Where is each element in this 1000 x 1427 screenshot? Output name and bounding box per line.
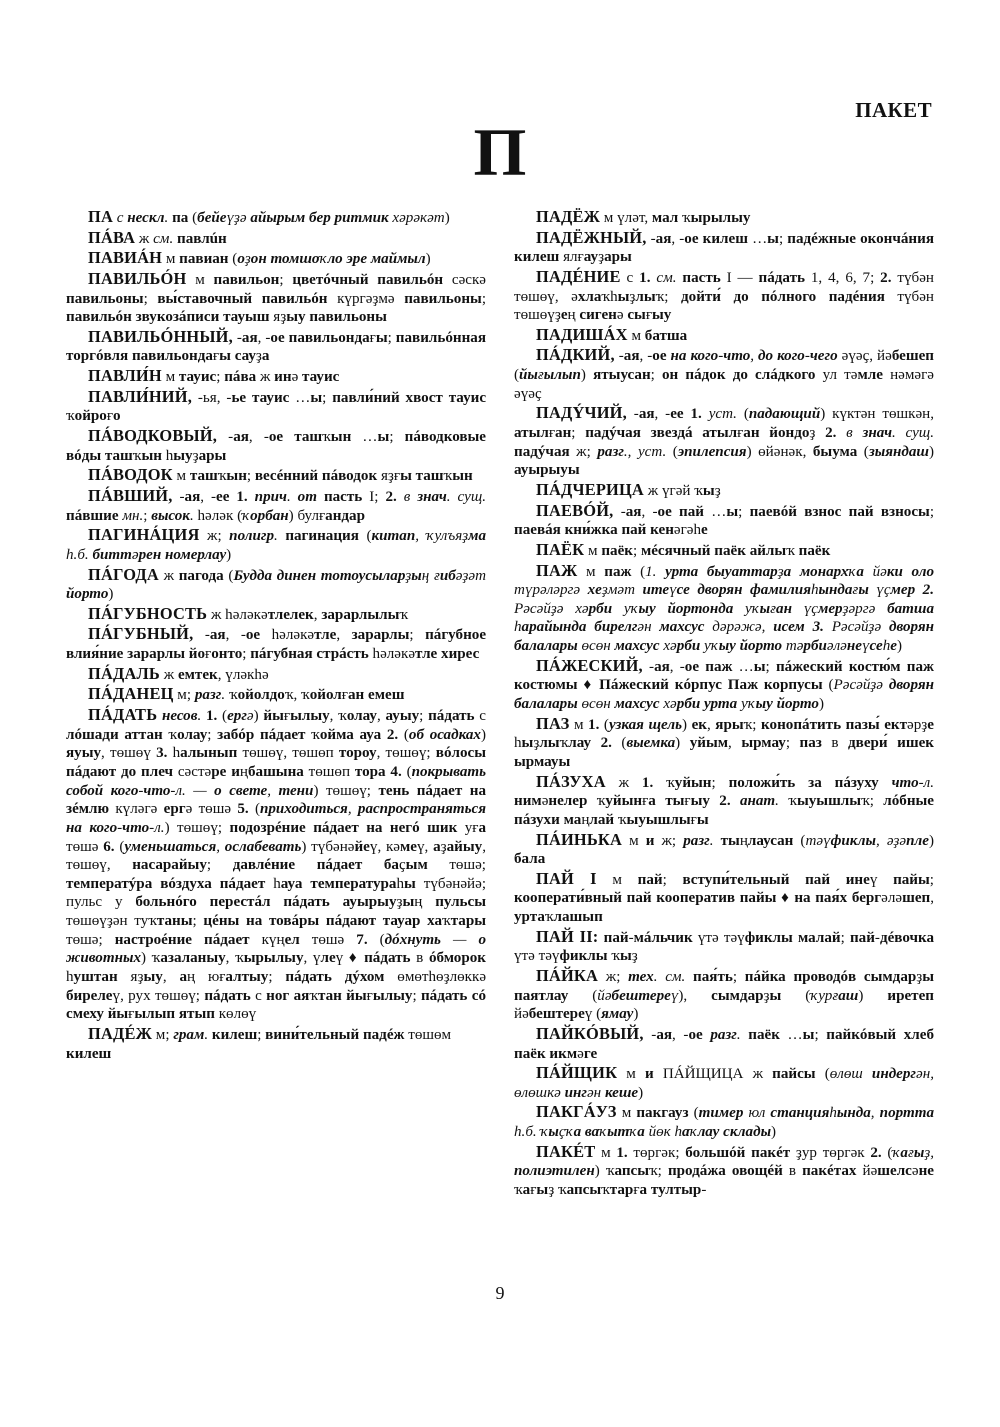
entry-body: м ташҡын; весéнний пáводок яҙғы ташҡын: [172, 468, 473, 485]
entry-headword: ПАДÝЧИЙ,: [536, 403, 627, 423]
dictionary-entry: [514, 325, 934, 346]
dictionary-entry: [514, 403, 934, 480]
entry-headword: ПÁДКИЙ,: [536, 345, 615, 365]
entry-headword: ПАДЁЖНЫЙ,: [536, 227, 647, 247]
dictionary-entry: [514, 656, 934, 714]
entry-headword: ПАКÉТ: [536, 1141, 596, 1161]
entry-body: м паёк; мéсячный паёк айлыҡ паёк: [584, 542, 831, 559]
entry-body: ж см. павлúн: [135, 230, 227, 247]
dictionary-entry: [514, 228, 934, 267]
entry-headword: ПÁВА: [88, 227, 136, 247]
dictionary-entry: [514, 830, 934, 869]
entry-body: -ая, -ее 1. уст. (падающий) күктән төшкән, атылған; падýчая звездá атылған йондоҙ 2. в знач. сущ. падýчая ж; разг., уст. (эпилепсия) өйәнәк, быума (зыяндаш) ауырыуы: [514, 406, 935, 479]
entry-body: ж; тех. см. пая́ть; пáйка проводóв сымдарҙы паятлау (йәбештереү), сымдарҙы (ҡурғаш) иретеп йәбештереү (ямау): [514, 968, 935, 1023]
entry-headword: ПАЗ: [536, 713, 570, 733]
entry-headword: ПАДИШÁХ: [536, 324, 628, 344]
entry-headword: ПÁДЧЕРИЦА: [536, 479, 644, 499]
entry-body: м; разг. ҡойолдоҡ, ҡойолған емеш: [173, 687, 405, 704]
dictionary-entry: [514, 772, 934, 830]
dictionary-entry: [514, 714, 934, 772]
entry-body: -ая, -ое разг. паёк …ы; пайкóвый хлеб паёк икмәге: [514, 1026, 934, 1062]
entry-body: м батша: [627, 327, 688, 344]
dictionary-entry: [514, 1024, 934, 1063]
entry-body: -ая, -ое паж …ы; пáжеский костю́м паж костюмы ♦ Пáжеский кóрпус Паж корпусы (Рәсәйҙә дворян балалары өсөн махсус хәрби урта уҡыу йорто): [514, 658, 934, 713]
letter-section-divider: П: [473, 114, 527, 190]
entry-headword: ПАЕВÓЙ,: [536, 500, 614, 520]
entry-headword: ПАВИЛЬÓН: [88, 268, 187, 288]
dictionary-entry: [66, 624, 486, 663]
entry-body: -ая, -ое пай …ы; паевóй взнос пай взносы; паевáя кни́жка пай кенәгәһе: [514, 503, 935, 539]
entry-headword: ПÁДАНЕЦ: [88, 684, 174, 704]
dictionary-entry: [66, 684, 486, 705]
entry-headword: ПÁГУБНОСТЬ: [88, 603, 208, 623]
entry-headword: ПАДЁЖ: [536, 207, 601, 226]
entry-headword: ПАВИЛЬÓННЫЙ,: [88, 326, 233, 346]
dictionary-entry: [66, 604, 486, 625]
entry-body: с 1. см. пасть I — пáдать 1, 4, 6, 7; 2. түбән төшөү, әхлаҡһыҙлыҡ; дойти́ до пóлного падéния түбән төшөүҙең сигенә сығыу: [514, 269, 934, 324]
entry-body: м павильон; цветóчный павильóн сәскә павильоны; вы́ставочный павильóн күргәҙмә павильоны; павильóн звукозáписи тауыш яҙыу павильоны: [66, 271, 487, 326]
entry-headword: ПÁДАТЬ: [88, 705, 158, 725]
dictionary-entry: [66, 565, 486, 604]
page-number: 9: [495, 1283, 505, 1303]
entry-body: -ья, -ье тауис …ы; павли́ний хвост тауис ҡойроғо: [66, 389, 487, 425]
entry-body: -ая, -ое һәләкәтле, зарарлы; пáгубное влия́ние зарарлы йоғонто; пáгубная стрáсть һәләкәтле хирес: [66, 627, 487, 663]
entry-body: м пакгауз (тимер юл станцияһында, портта һ.б. ҡыҫҡа ваҡытҡа йөк һаҡлау склады): [514, 1105, 934, 1141]
entry-headword: ПÁЗУХА: [536, 771, 606, 791]
entry-body: -ая, -ое килеш …ы; падéжные окончáния килеш ялғауҙары: [514, 230, 934, 266]
entry-headword: ПÁВШИЙ,: [88, 485, 173, 505]
entry-body: ж; полигр. пагинация (китап, ҡулъяҙма һ.б. биттәрен номерлау): [66, 528, 486, 563]
dictionary-entry: [66, 664, 486, 685]
dictionary-entry: [66, 248, 486, 269]
entry-headword: ПАДÉЖ: [88, 1023, 153, 1043]
entry-body: с нескл. па (бейеүҙә айырым бер ритмик хәрәкәт): [116, 210, 450, 226]
dictionary-entry: [514, 1142, 934, 1200]
dictionary-entry: [66, 228, 486, 249]
dictionary-entry: [66, 426, 486, 465]
entry-headword: ПÁИНЬКА: [536, 829, 623, 849]
two-column-body: [66, 207, 934, 1200]
dictionary-entry: [514, 267, 934, 325]
dictionary-entry: [66, 366, 486, 387]
dictionary-entry: [514, 927, 934, 966]
entry-headword: ПÁЙКА: [536, 965, 599, 985]
entry-body: -ая, -ое ташҡын …ы; пáводковые вóды ташҡын һыуҙары: [66, 429, 486, 464]
dictionary-entry: [66, 387, 486, 426]
dictionary-entry: [514, 345, 934, 403]
entry-body: ж һәләкәтлелек, зарарлылыҡ: [207, 606, 409, 623]
dictionary-entry: [514, 1102, 934, 1141]
dictionary-entry: [514, 540, 934, 561]
entry-body: м 1. (узкая щель) ек, ярыҡ; конопáтить пазы́ ектәрҙе һыҙлыҡлау 2. (выемка) уйым, ырмау; паз в двери́ ишек ырмауы: [514, 716, 934, 770]
entry-headword: ПÁВОДКОВЫЙ,: [88, 426, 218, 446]
entry-body: м пай; вступи́тельный пай инеү пайы; кооперати́вный пай кооператив пайы ♦ на пая́х бергәләшеп, уртаҡлашып: [514, 871, 935, 926]
entry-body: несов. 1. (ергә) йығылыу, ҡолау, ауыу; пáдать с лóшади аттан ҡолау; забóр пáдает ҡойма ауа 2. (об осадках) яуыу, төшөү 3. һалынып төшөү, төшөп тороу, төшөү; вóлосы пáдают до плеч сәстәре иңбашына төшөп тора 4. (покрывать собой кого-что-л. — о свете, тени) төшөү; тень пáдает на зéмлю күләгә ергә төшә 5. (приходиться, распространяться на кого-что-л.) төшөү; подозрéние пáдает на негó шик уға төшә 6. (уменьшаться, ослабевать) түбәнәйеү, кәмеү, аҙайыу, төшөү, насарайыу; давлéние пáдает баҫым төшә; температýра вóздуха пáдает һауа температураһы түбәнәйә; пульс у больнóго перестáл пáдать ауырыуҙың пульсы төшөүҙән туҡтаны; цéны на товáры пáдают тауар хаҡтары төшә; настроéние пáдает күңел төшә 7. (дóхнуть — о животных) ҡазаланыу, ҡырылыу, үлеү ♦ пáдать в óбморок һуштан яҙыу, аң юғалтыу; пáдать дýхом өмөтһөҙлөккә бирелеү, рух төшөү; пáдать с ног аяҡтан йығылыу; пáдать сó смеху йығылып ятып көлөү: [66, 708, 487, 1023]
entry-headword: ПÁГОДА: [88, 564, 159, 584]
dictionary-entry: [514, 501, 934, 540]
entry-headword: ПАЙКÓВЫЙ,: [536, 1023, 644, 1043]
left-column: [66, 207, 486, 1200]
entry-body: -ая, -ое павильондағы; павильóнная торгóвля павильондағы сауҙа: [66, 329, 486, 365]
entry-headword: ПÁЖЕСКИЙ,: [536, 655, 643, 675]
entry-headword: ПАЙ I: [536, 868, 597, 888]
entry-headword: ПÁВОДОК: [88, 465, 173, 485]
dictionary-entry: [514, 480, 934, 501]
entry-body: ж пагода (Будда динен тотоусыларҙың ғибәҙәт йорто): [66, 567, 486, 603]
entry-body: м; грам. килеш; вини́тельный падéж төшөм килеш: [66, 1026, 452, 1062]
entry-body: м и ж; разг. тыңлаусан (тәүфиклы, әҙәпле) бала: [514, 832, 934, 868]
entry-headword: ПÁЙЩИК: [536, 1063, 618, 1083]
dictionary-entry: [66, 486, 486, 525]
dictionary-entry: [66, 465, 486, 486]
dictionary-entry: [514, 966, 934, 1024]
dictionary-entry: [66, 269, 486, 327]
entry-body: -ая, -ее 1. прич. от пасть I; 2. в знач. сущ. пáвшие мн.; высок. һәләк (ҡорбан) булғандар: [66, 488, 486, 524]
entry-headword: ПАВИÁН: [88, 248, 163, 268]
entry-body: м үләт, мал ҡырылыу: [600, 210, 751, 226]
entry-headword: ПÁГУБНЫЙ,: [88, 624, 194, 644]
entry-body: -ая, -ое на кого-что, до кого-чего әүәҫ, йәбешеп (йығылып) ятыусан; он пáдок до слáдкого ул тәмле нәмәгә әүәҫ: [514, 348, 934, 402]
dictionary-entry: [514, 207, 934, 228]
entry-headword: ПАЖ: [536, 560, 578, 580]
dictionary-entry: [66, 525, 486, 564]
dictionary-entry: [514, 561, 934, 656]
dictionary-entry: [514, 1063, 934, 1102]
entry-body: пай-мáльчик үтә тәүфиклы малай; пай-дéвочка үтә тәүфиклы ҡыҙ: [514, 929, 935, 965]
entry-body: ж үгәй ҡыҙ: [643, 482, 721, 499]
entry-body: м павиан (оҙон томшоҡло эре маймыл): [162, 251, 431, 268]
dictionary-entry: [66, 207, 486, 228]
entry-body: ж емтек, үләкһә: [159, 666, 269, 683]
entry-body: м тауис; пáва ж инә тауис: [161, 369, 340, 386]
entry-headword: ПАВЛИ́НИЙ,: [88, 386, 193, 406]
entry-headword: ПÁДАЛЬ: [88, 663, 160, 683]
entry-headword: ПАДÉНИЕ: [536, 266, 621, 286]
running-head: ПАКЕТ: [855, 98, 932, 122]
entry-headword: ПАКГÁУЗ: [536, 1102, 617, 1122]
entry-headword: ПАЙ II:: [536, 926, 599, 946]
dictionary-entry: [514, 869, 934, 927]
entry-headword: ПАГИНÁЦИЯ: [88, 525, 200, 545]
dictionary-entry: [66, 1024, 486, 1063]
entry-headword: ПАВЛИ́Н: [88, 366, 162, 386]
entry-headword: ПАЁК: [536, 539, 585, 559]
right-column: [514, 207, 934, 1200]
dictionary-entry: [66, 705, 486, 1024]
entry-body: м 1. төргәк; большóй пакéт ҙур төргәк 2. (ҡағыҙ, полиэтилен) ҡапсыҡ; продáжа овощéй в пакéтах йәшелсәне ҡағыҙ ҡапсыҡтарға тултыр-: [514, 1144, 934, 1199]
dictionary-entry: [66, 327, 486, 366]
entry-body: м паж (1. урта быуаттарҙа монархҡа йәки оло түрәләргә хеҙмәт итеүсе дворян фамилияһындағы үҫмер 2. Рәсәйҙә хәрби уҡыу йортонда уҡыған үҫмерҙәргә батша һарайында бирелгән махсус дәрәжә, исем 3. Рәсәйҙә дворян балалары өсөн махсус хәрби уҡыу йорто тәрбиәләнеүсеһе): [514, 563, 935, 655]
entry-headword: ПА: [88, 207, 113, 226]
entry-body: ж 1. ҡуйын; положи́ть за пáзуху что-л. нимәнелер ҡуйынға тығыу 2. анат. ҡыуышлыҡ; лóбные пáзухи маңлай ҡыуышлығы: [514, 774, 935, 828]
entry-body: м и ПÁЙЩИЦА ж пайсы (өлөш индергән, өлөшкә ингән кеше): [514, 1066, 934, 1101]
